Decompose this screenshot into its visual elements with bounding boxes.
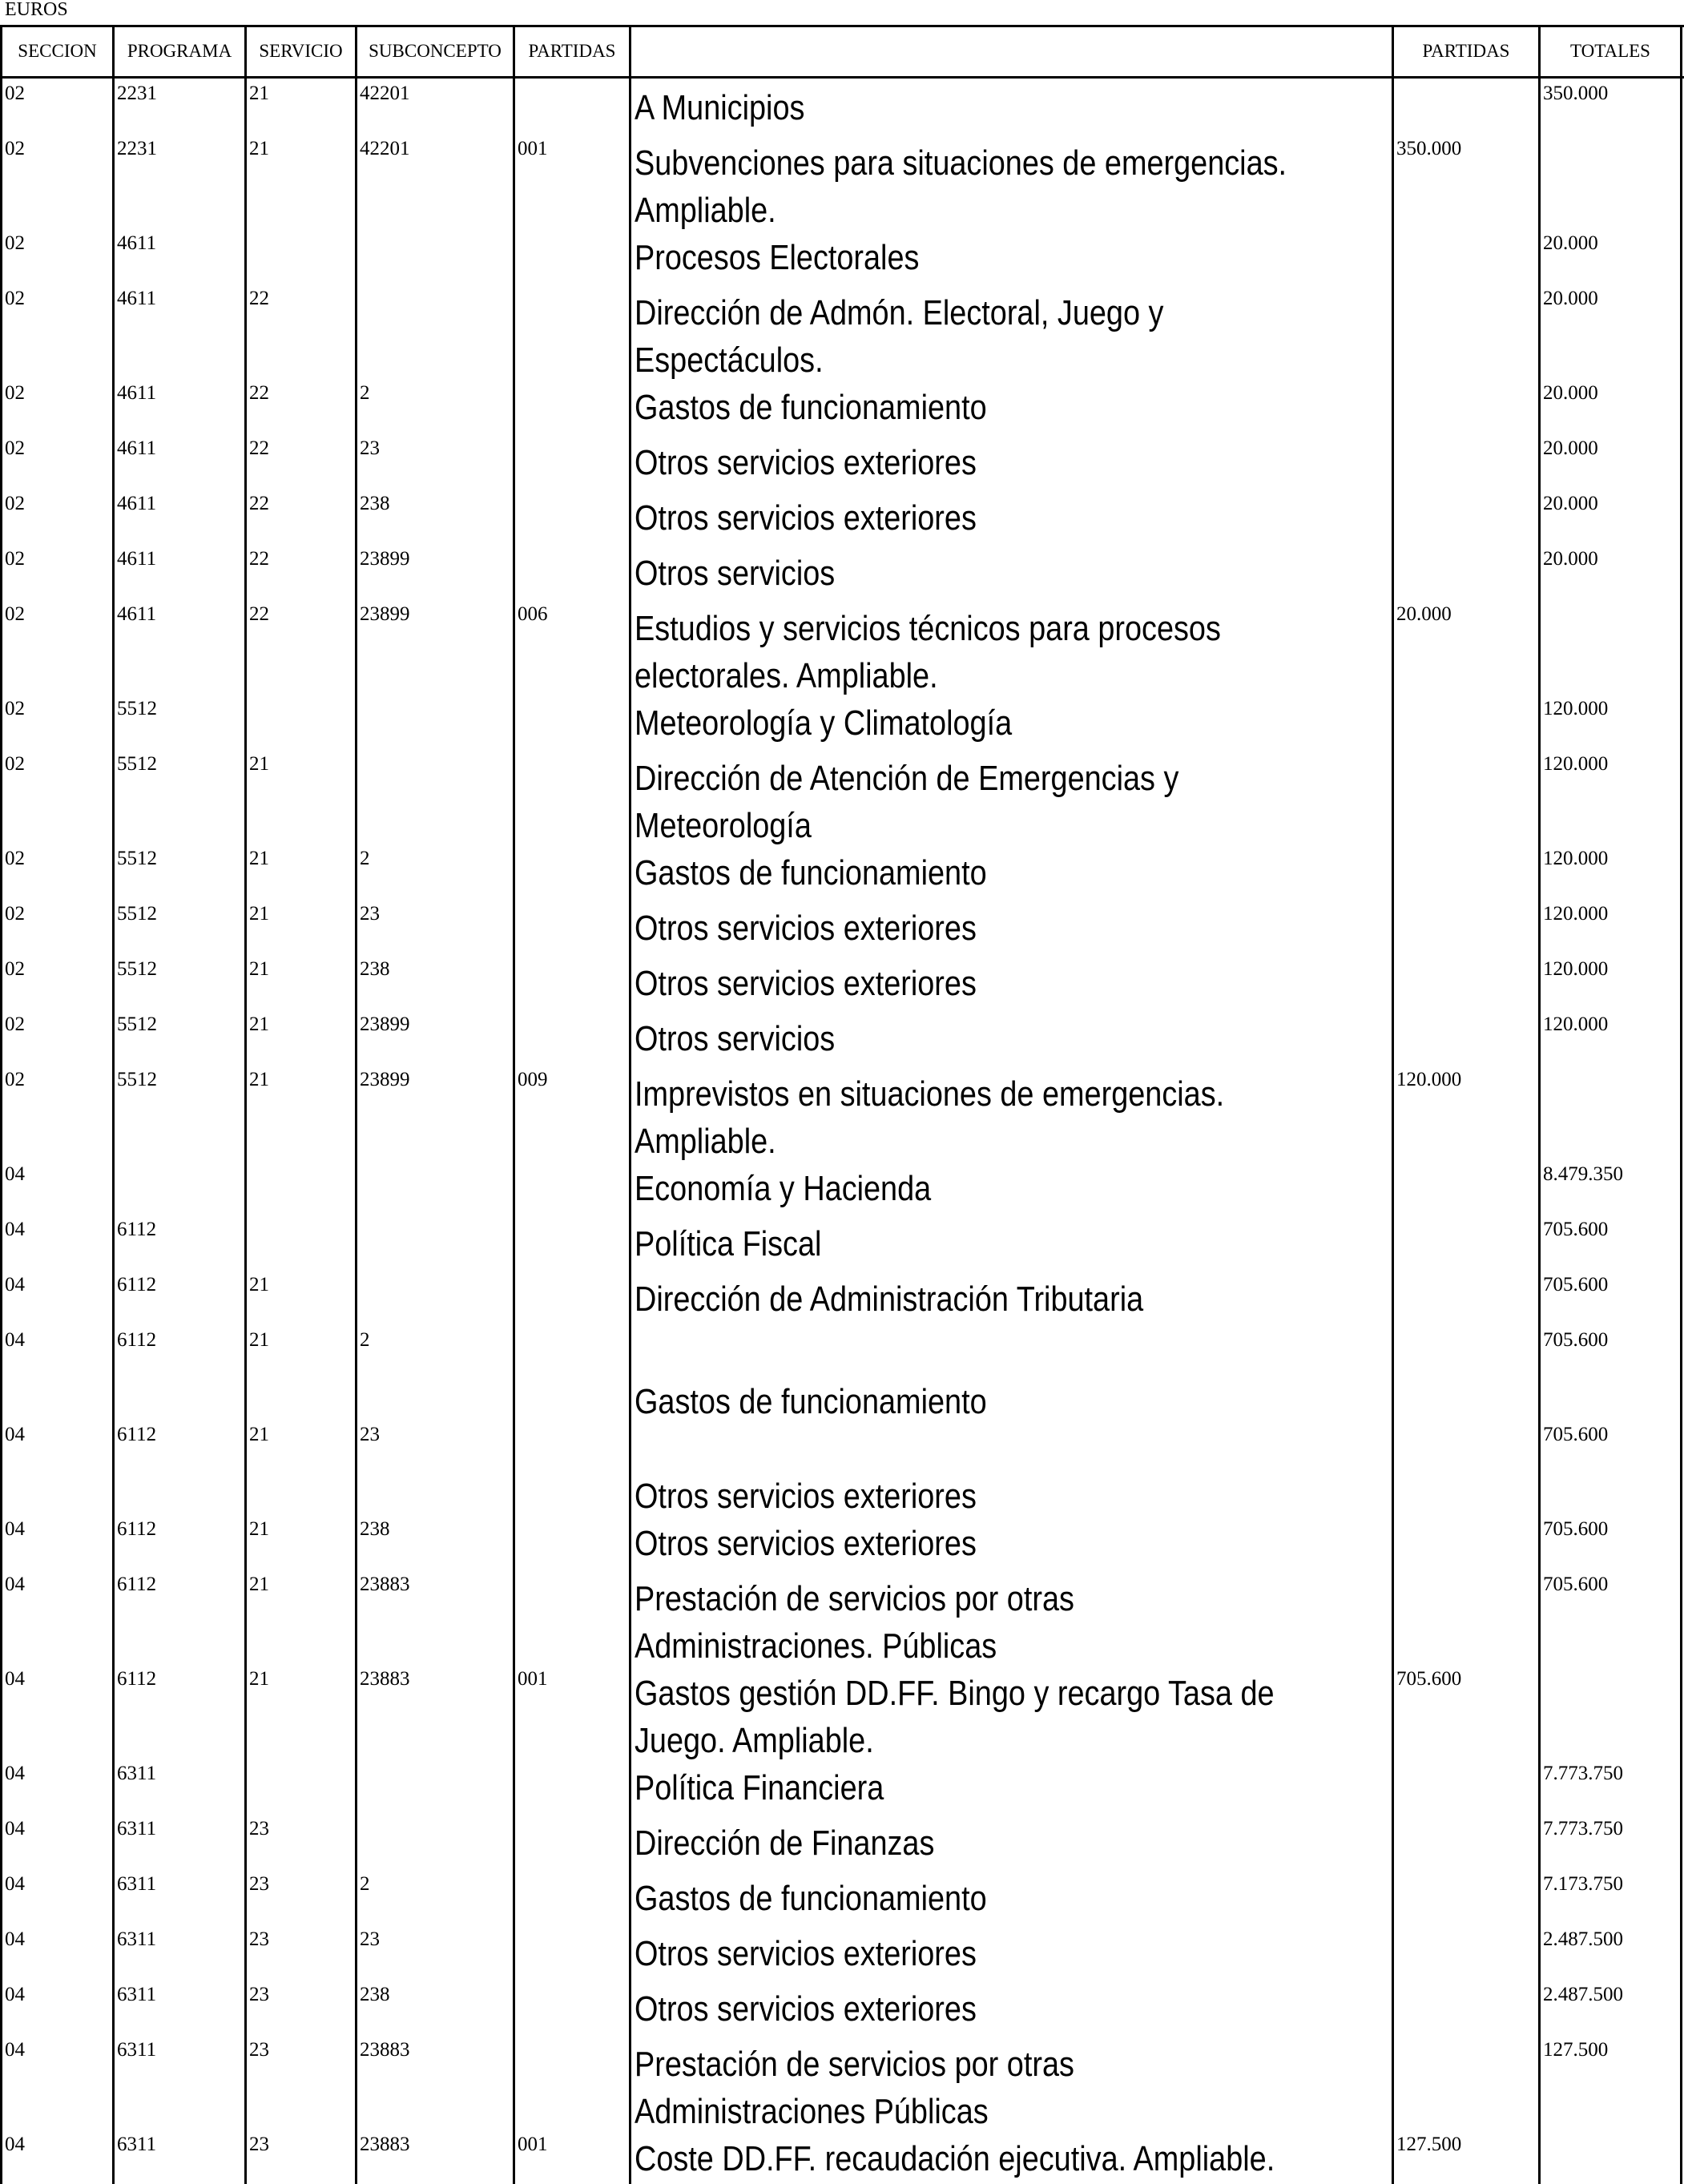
cell-programa: 6311 [117, 2134, 157, 2155]
col-rule [1538, 25, 1541, 2184]
col-rule [1680, 25, 1682, 2184]
cell-servicio: 21 [249, 1013, 269, 1035]
cell-seccion: 02 [5, 493, 25, 514]
cell-total: 7.173.750 [1543, 1873, 1623, 1895]
cell-descripcion: Otros servicios [635, 1019, 836, 1058]
cell-descripcion: Otros servicios exteriores [635, 1477, 977, 1516]
cell-descripcion: Dirección de Finanzas [635, 1823, 935, 1863]
cell-servicio: 22 [249, 382, 269, 404]
cell-total: 120.000 [1543, 698, 1609, 719]
cell-servicio: 21 [249, 1574, 269, 1595]
cell-descripcion: Estudios y servicios técnicos para procesos [635, 609, 1221, 648]
cell-descripcion: Otros servicios [635, 554, 836, 593]
cell-seccion: 04 [5, 1518, 25, 1540]
cell-servicio: 21 [249, 83, 269, 104]
cell-seccion: 04 [5, 1984, 25, 2005]
cell-seccion: 04 [5, 2134, 25, 2155]
cell-descripcion: Otros servicios exteriores [635, 443, 977, 482]
header-partidas-importe: PARTIDAS [1422, 41, 1510, 61]
cell-subconcepto: 23899 [360, 603, 410, 625]
cell-servicio: 23 [249, 1984, 269, 2005]
cell-total: 20.000 [1543, 232, 1598, 254]
cell-programa: 6311 [117, 1763, 157, 1784]
cell-descripcion: Ampliable. [635, 1122, 776, 1161]
cell-descripcion: Juego. Ampliable. [635, 1721, 874, 1760]
cell-programa: 5512 [117, 753, 157, 775]
cell-total: 2.487.500 [1543, 1928, 1623, 1950]
cell-importe: 350.000 [1396, 138, 1462, 159]
cell-seccion: 02 [5, 903, 25, 925]
cell-total: 705.600 [1543, 1574, 1609, 1595]
cell-total: 20.000 [1543, 382, 1598, 404]
cell-servicio: 21 [249, 1329, 269, 1351]
cell-subconcepto: 238 [360, 958, 390, 980]
cell-subconcepto: 23 [360, 903, 380, 925]
cell-programa: 2231 [117, 83, 157, 104]
col-rule [629, 25, 631, 2184]
cell-partida: 001 [518, 1668, 548, 1690]
cell-seccion: 02 [5, 83, 25, 104]
cell-total: 20.000 [1543, 288, 1598, 309]
cell-seccion: 04 [5, 1928, 25, 1950]
cell-seccion: 02 [5, 232, 25, 254]
cell-subconcepto: 23883 [360, 1574, 410, 1595]
cell-descripcion: Otros servicios exteriores [635, 909, 977, 948]
cell-servicio: 21 [249, 958, 269, 980]
cell-seccion: 02 [5, 288, 25, 309]
cell-total: 2.487.500 [1543, 1984, 1623, 2005]
cell-importe: 705.600 [1396, 1668, 1462, 1690]
cell-subconcepto: 23883 [360, 2039, 410, 2061]
cell-seccion: 04 [5, 1219, 25, 1240]
cell-servicio: 21 [249, 753, 269, 775]
cell-programa: 4611 [117, 603, 157, 625]
cell-descripcion: Prestación de servicios por otras [635, 2045, 1074, 2084]
cell-descripcion: Gastos de funcionamiento [635, 1879, 987, 1918]
cell-total: 705.600 [1543, 1274, 1609, 1295]
cell-programa: 4611 [117, 382, 157, 404]
header-top-rule [0, 25, 1684, 27]
cell-subconcepto: 238 [360, 1984, 390, 2005]
cell-seccion: 04 [5, 1763, 25, 1784]
cell-programa: 6112 [117, 1668, 157, 1690]
cell-seccion: 02 [5, 698, 25, 719]
cell-importe: 127.500 [1396, 2134, 1462, 2155]
cell-importe: 20.000 [1396, 603, 1452, 625]
cell-partida: 006 [518, 603, 548, 625]
cell-servicio: 22 [249, 437, 269, 459]
cell-total: 120.000 [1543, 903, 1609, 925]
cell-programa: 6311 [117, 1818, 157, 1839]
cell-seccion: 02 [5, 1013, 25, 1035]
cell-descripcion: Gastos de funcionamiento [635, 388, 987, 427]
cell-servicio: 22 [249, 603, 269, 625]
cell-partida: 009 [518, 1069, 548, 1090]
cell-servicio: 22 [249, 493, 269, 514]
header-totales: TOTALES [1570, 41, 1650, 61]
cell-subconcepto: 23899 [360, 1069, 410, 1090]
cell-descripcion: Otros servicios exteriores [635, 1934, 977, 1973]
cell-importe: 120.000 [1396, 1069, 1462, 1090]
cell-total: 120.000 [1543, 1013, 1609, 1035]
cell-servicio: 23 [249, 1818, 269, 1839]
cell-seccion: 04 [5, 1424, 25, 1445]
cell-servicio: 22 [249, 288, 269, 309]
cell-servicio: 22 [249, 548, 269, 570]
col-rule [513, 25, 515, 2184]
cell-subconcepto: 2 [360, 1329, 370, 1351]
header-partidas: PARTIDAS [528, 41, 616, 61]
cell-programa: 4611 [117, 437, 157, 459]
cell-seccion: 04 [5, 1274, 25, 1295]
cell-seccion: 02 [5, 437, 25, 459]
cell-descripcion: Meteorología y Climatología [635, 703, 1013, 743]
cell-seccion: 04 [5, 1668, 25, 1690]
cell-total: 7.773.750 [1543, 1763, 1623, 1784]
cell-seccion: 02 [5, 753, 25, 775]
cell-programa: 2231 [117, 138, 157, 159]
cell-subconcepto: 238 [360, 493, 390, 514]
cell-subconcepto: 23 [360, 437, 380, 459]
cell-descripcion: Economía y Hacienda [635, 1169, 932, 1208]
cell-descripcion: Subvenciones para situaciones de emergencias. [635, 143, 1287, 183]
cell-programa: 5512 [117, 698, 157, 719]
cell-subconcepto: 23 [360, 1424, 380, 1445]
cell-total: 705.600 [1543, 1518, 1609, 1540]
cell-subconcepto: 23899 [360, 548, 410, 570]
cell-total: 8.479.350 [1543, 1163, 1623, 1185]
cell-subconcepto: 2 [360, 382, 370, 404]
cell-descripcion: A Municipios [635, 88, 805, 127]
cell-descripcion: Otros servicios exteriores [635, 1989, 977, 2029]
col-rule [355, 25, 357, 2184]
cell-descripcion: Gastos gestión DD.FF. Bingo y recargo Tasa de [635, 1674, 1275, 1713]
cell-servicio: 21 [249, 1069, 269, 1090]
cell-seccion: 04 [5, 1818, 25, 1839]
cell-servicio: 21 [249, 1424, 269, 1445]
cell-programa: 6112 [117, 1574, 157, 1595]
cell-programa: 6112 [117, 1329, 157, 1351]
cell-servicio: 21 [249, 903, 269, 925]
header-programa: PROGRAMA [127, 41, 232, 61]
cell-programa: 6311 [117, 1984, 157, 2005]
cell-seccion: 04 [5, 1873, 25, 1895]
cell-descripcion: Espectáculos. [635, 340, 824, 380]
cell-seccion: 02 [5, 548, 25, 570]
cell-descripcion: Prestación de servicios por otras [635, 1579, 1074, 1618]
cell-descripcion: Gastos de funcionamiento [635, 853, 987, 893]
cell-programa: 4611 [117, 548, 157, 570]
cell-partida: 001 [518, 138, 548, 159]
cell-servicio: 21 [249, 848, 269, 869]
cell-seccion: 02 [5, 1069, 25, 1090]
cell-total: 705.600 [1543, 1329, 1609, 1351]
col-rule [112, 25, 115, 2184]
cell-descripcion: Política Fiscal [635, 1224, 822, 1263]
cell-total: 20.000 [1543, 493, 1598, 514]
cell-servicio: 23 [249, 1873, 269, 1895]
cell-descripcion: Otros servicios exteriores [635, 1524, 977, 1563]
cell-total: 120.000 [1543, 848, 1609, 869]
cell-subconcepto: 23883 [360, 2134, 410, 2155]
cell-programa: 5512 [117, 903, 157, 925]
cell-programa: 6112 [117, 1424, 157, 1445]
header-servicio: SERVICIO [259, 41, 343, 61]
cell-subconcepto: 238 [360, 1518, 390, 1540]
cell-descripcion: Política Financiera [635, 1768, 884, 1807]
cell-subconcepto: 2 [360, 1873, 370, 1895]
cell-seccion: 02 [5, 958, 25, 980]
cell-servicio: 23 [249, 1928, 269, 1950]
cell-total: 705.600 [1543, 1424, 1609, 1445]
cell-seccion: 04 [5, 1329, 25, 1351]
cell-descripcion: Administraciones Públicas [635, 2092, 989, 2131]
cell-programa: 6112 [117, 1274, 157, 1295]
cell-descripcion: Otros servicios exteriores [635, 498, 977, 538]
header-bottom-rule [0, 76, 1684, 79]
cell-subconcepto: 42201 [360, 138, 410, 159]
cell-programa: 4611 [117, 288, 157, 309]
cell-descripcion: Administraciones. Públicas [635, 1626, 997, 1666]
cell-subconcepto: 2 [360, 848, 370, 869]
cell-seccion: 04 [5, 1163, 25, 1185]
cell-servicio: 21 [249, 1668, 269, 1690]
cell-total: 350.000 [1543, 83, 1609, 104]
cell-seccion: 02 [5, 138, 25, 159]
col-rule [0, 25, 2, 2184]
cell-servicio: 23 [249, 2039, 269, 2061]
cell-descripcion: electorales. Ampliable. [635, 656, 938, 695]
cell-programa: 4611 [117, 232, 157, 254]
header-subconcepto: SUBCONCEPTO [369, 41, 502, 61]
cell-programa: 6311 [117, 1928, 157, 1950]
cell-descripcion: Otros servicios exteriores [635, 964, 977, 1003]
cell-subconcepto: 23899 [360, 1013, 410, 1035]
cell-seccion: 02 [5, 603, 25, 625]
cell-descripcion: Procesos Electorales [635, 238, 920, 277]
cell-programa: 4611 [117, 493, 157, 514]
cell-partida: 001 [518, 2134, 548, 2155]
cell-total: 120.000 [1543, 958, 1609, 980]
cell-servicio: 23 [249, 2134, 269, 2155]
cell-subconcepto: 23883 [360, 1668, 410, 1690]
cell-descripcion: Dirección de Admón. Electoral, Juego y [635, 293, 1164, 332]
cell-programa: 6112 [117, 1219, 157, 1240]
col-rule [244, 25, 247, 2184]
cell-seccion: 04 [5, 1574, 25, 1595]
cell-descripcion: Imprevistos en situaciones de emergencias. [635, 1074, 1225, 1114]
cell-total: 120.000 [1543, 753, 1609, 775]
cell-programa: 5512 [117, 958, 157, 980]
cell-descripcion: Dirección de Administración Tributaria [635, 1279, 1144, 1319]
cell-programa: 5512 [117, 1013, 157, 1035]
cell-programa: 6112 [117, 1518, 157, 1540]
unit-label: EUROS [5, 0, 68, 20]
cell-descripcion: Gastos de funcionamiento [635, 1382, 987, 1421]
cell-programa: 5512 [117, 848, 157, 869]
header-seccion: SECCION [18, 41, 97, 61]
cell-seccion: 04 [5, 2039, 25, 2061]
cell-subconcepto: 42201 [360, 83, 410, 104]
cell-seccion: 02 [5, 382, 25, 404]
cell-descripcion: Ampliable. [635, 191, 776, 230]
cell-total: 7.773.750 [1543, 1818, 1623, 1839]
cell-total: 127.500 [1543, 2039, 1609, 2061]
cell-descripcion: Dirección de Atención de Emergencias y [635, 759, 1179, 798]
col-rule [1392, 25, 1394, 2184]
cell-total: 705.600 [1543, 1219, 1609, 1240]
cell-subconcepto: 23 [360, 1928, 380, 1950]
cell-servicio: 21 [249, 1274, 269, 1295]
cell-descripcion: Meteorología [635, 806, 812, 845]
cell-total: 20.000 [1543, 548, 1598, 570]
cell-programa: 5512 [117, 1069, 157, 1090]
cell-servicio: 21 [249, 138, 269, 159]
cell-descripcion: Coste DD.FF. recaudación ejecutiva. Ampliable. [635, 2139, 1275, 2178]
cell-seccion: 02 [5, 848, 25, 869]
cell-programa: 6311 [117, 1873, 157, 1895]
cell-programa: 6311 [117, 2039, 157, 2061]
cell-servicio: 21 [249, 1518, 269, 1540]
cell-total: 20.000 [1543, 437, 1598, 459]
